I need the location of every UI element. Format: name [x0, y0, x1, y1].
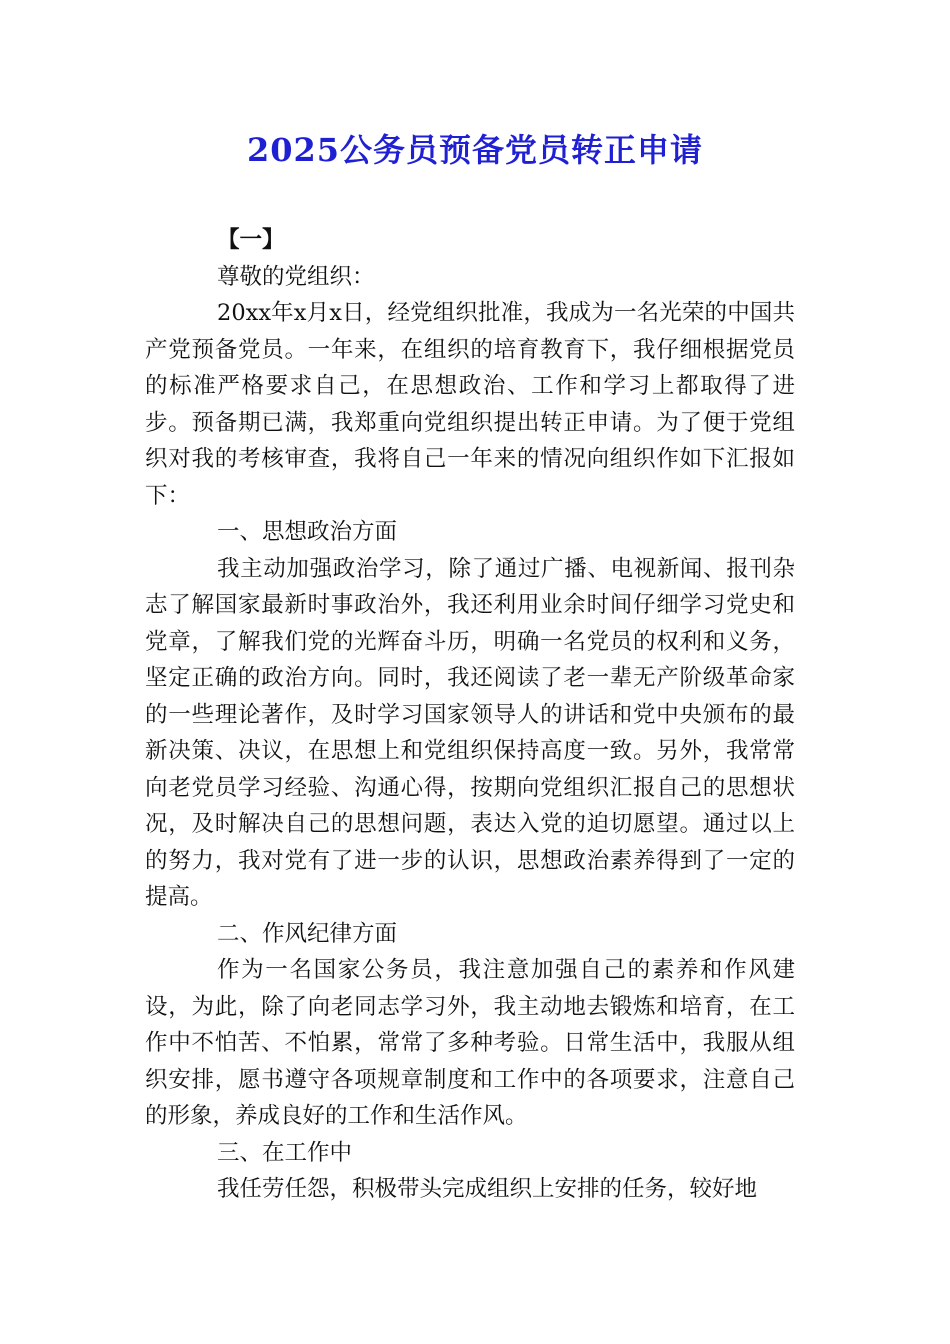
- document-body: [145, 222, 795, 1208]
- paragraph: 20xx年x月x日，经党组织批准，我成为一名光荣的中国共产党预备党员。一年来，在组织的培育教育下，我仔细根据党员的标准严格要求自己，在思想政治、工作和学习上都取得了进步。预备期已满，我郑重向党组织提出转正申请。为了便于党组织对我的考核审查，我将自己一年来的情况向组织作如下汇报如下：: [145, 300, 795, 509]
- salutation: 尊敬的党组织：: [217, 263, 375, 290]
- document-title: 2025公务员预备党员转正申请: [246, 131, 704, 169]
- paragraph: 作为一名国家公务员，我注意加强自己的素养和作风建设，为此，除了向老同志学习外，我主动地去锻炼和培育，在工作中不怕苦、不怕累，常常了多种考验。日常生活中，我服从组织安排，愿书遵守各项规章制度和工作中的各项要求，注意自己的形象，养成良好的工作和生活作风。: [145, 957, 795, 1129]
- paragraph: 我主动加强政治学习，除了通过广播、电视新闻、报刊杂志了解国家最新时事政治外，我还利用业余时间仔细学习党史和党章，了解我们党的光辉奋斗历，明确一名党员的权利和义务，坚定正确的政治方向。同时，我还阅读了老一辈无产阶级革命家的一些理论著作，及时学习国家领导人的讲话和党中央颁布的最新决策、决议，在思想上和党组织保持高度一致。另外，我常常向老党员学习经验、沟通心得，按期向党组织汇报自己的思想状况，及时解决自己的思想问题，表达入党的迫切愿望。通过以上的努力，我对党有了进一步的认识，思想政治素养得到了一定的提高。: [145, 555, 795, 910]
- section-heading: 二、作风纪律方面: [217, 920, 398, 947]
- paragraph: 我任劳任怨，积极带头完成组织上安排的任务，较好地: [217, 1176, 758, 1202]
- section-heading: 一、思想政治方面: [217, 519, 398, 545]
- section-heading: 三、在工作中: [217, 1139, 353, 1166]
- section-marker: 【一】: [217, 227, 285, 253]
